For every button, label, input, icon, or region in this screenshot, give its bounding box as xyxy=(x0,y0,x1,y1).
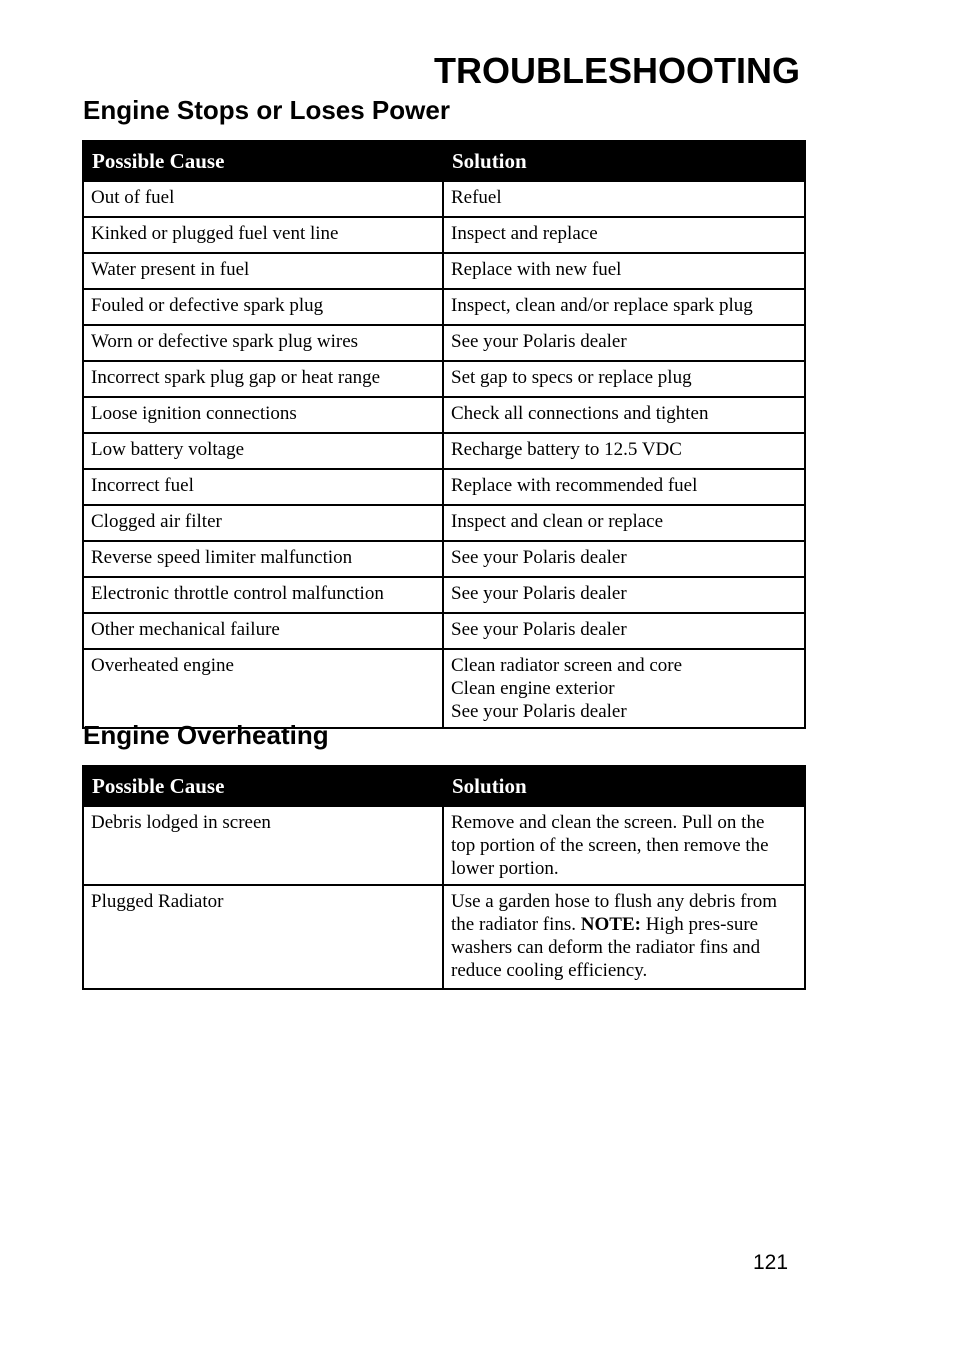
cause-cell: Worn or defective spark plug wires xyxy=(83,325,443,361)
solution-text: High pres-sure washers can deform the radiator fins and reduce cooling efficiency. xyxy=(451,914,761,981)
solution-cell: Recharge battery to 12.5 VDC xyxy=(443,433,805,469)
table-row xyxy=(83,397,805,433)
solution-cell: See your Polaris dealer xyxy=(443,325,805,361)
cause-cell: Low battery voltage xyxy=(83,433,443,469)
solution-cell: Inspect and clean or replace xyxy=(443,505,805,541)
table-row xyxy=(83,325,805,361)
cause-cell: Other mechanical failure xyxy=(83,613,443,649)
solution-line: See your Polaris dealer xyxy=(451,701,627,722)
solution-cell xyxy=(443,806,805,885)
solution-line: top portion of the screen, then remove the xyxy=(451,835,769,856)
table-row xyxy=(83,577,805,613)
section-title-engine-stops: Engine Stops or Loses Power xyxy=(83,95,450,125)
cause-cell: Clogged air filter xyxy=(83,505,443,541)
solution-cell: Replace with new fuel xyxy=(443,253,805,289)
troubleshooting-table-engine-overheating xyxy=(82,765,806,990)
cause-cell: Plugged Radiator xyxy=(83,885,443,989)
solution-line: Clean radiator screen and core xyxy=(451,655,683,676)
solution-cell xyxy=(443,649,805,728)
table-row xyxy=(83,361,805,397)
table-row xyxy=(83,541,805,577)
solution-cell: Check all connections and tighten xyxy=(443,397,805,433)
table-row xyxy=(83,505,805,541)
cause-cell: Electronic throttle control malfunction xyxy=(83,577,443,613)
table-header-row xyxy=(83,141,805,181)
table-header-row xyxy=(83,766,805,806)
solution-text: Use a garden hose to flush any debris from the radiator fins. xyxy=(451,891,778,935)
solution-cell: See your Polaris dealer xyxy=(443,577,805,613)
table-row xyxy=(83,885,805,989)
header-solution: Solution xyxy=(443,766,805,806)
header-solution: Solution xyxy=(443,141,805,181)
cause-cell: Out of fuel xyxy=(83,181,443,217)
header-possible-cause: Possible Cause xyxy=(83,766,443,806)
solution-cell: Replace with recommended fuel xyxy=(443,469,805,505)
solution-line: Clean engine exterior xyxy=(451,678,615,699)
table-row xyxy=(83,806,805,885)
solution-cell: See your Polaris dealer xyxy=(443,613,805,649)
solution-line: lower portion. xyxy=(451,858,559,879)
cause-cell: Overheated engine xyxy=(83,649,443,728)
cause-cell: Debris lodged in screen xyxy=(83,806,443,885)
page-number: 121 xyxy=(753,1251,789,1274)
solution-cell xyxy=(443,885,805,989)
cause-cell: Loose ignition connections xyxy=(83,397,443,433)
troubleshooting-table-engine-stops xyxy=(82,140,806,729)
table-row xyxy=(83,469,805,505)
table-row xyxy=(83,649,805,728)
table-row xyxy=(83,181,805,217)
table-row xyxy=(83,613,805,649)
page-title: TROUBLESHOOTING xyxy=(434,50,800,91)
cause-cell: Water present in fuel xyxy=(83,253,443,289)
cause-cell: Kinked or plugged fuel vent line xyxy=(83,217,443,253)
cause-cell: Reverse speed limiter malfunction xyxy=(83,541,443,577)
section-title-engine-overheating: Engine Overheating xyxy=(83,720,329,750)
table-row xyxy=(83,289,805,325)
cause-cell: Fouled or defective spark plug xyxy=(83,289,443,325)
header-possible-cause: Possible Cause xyxy=(83,141,443,181)
solution-cell: Refuel xyxy=(443,181,805,217)
table-row xyxy=(83,217,805,253)
note-label: NOTE: xyxy=(580,914,641,935)
cause-cell: Incorrect spark plug gap or heat range xyxy=(83,361,443,397)
solution-cell: See your Polaris dealer xyxy=(443,541,805,577)
solution-cell: Inspect, clean and/or replace spark plug xyxy=(443,289,805,325)
cause-cell: Incorrect fuel xyxy=(83,469,443,505)
table-row xyxy=(83,433,805,469)
table-row xyxy=(83,253,805,289)
solution-cell: Set gap to specs or replace plug xyxy=(443,361,805,397)
solution-cell: Inspect and replace xyxy=(443,217,805,253)
solution-line: Remove and clean the screen. Pull on the xyxy=(451,812,765,833)
